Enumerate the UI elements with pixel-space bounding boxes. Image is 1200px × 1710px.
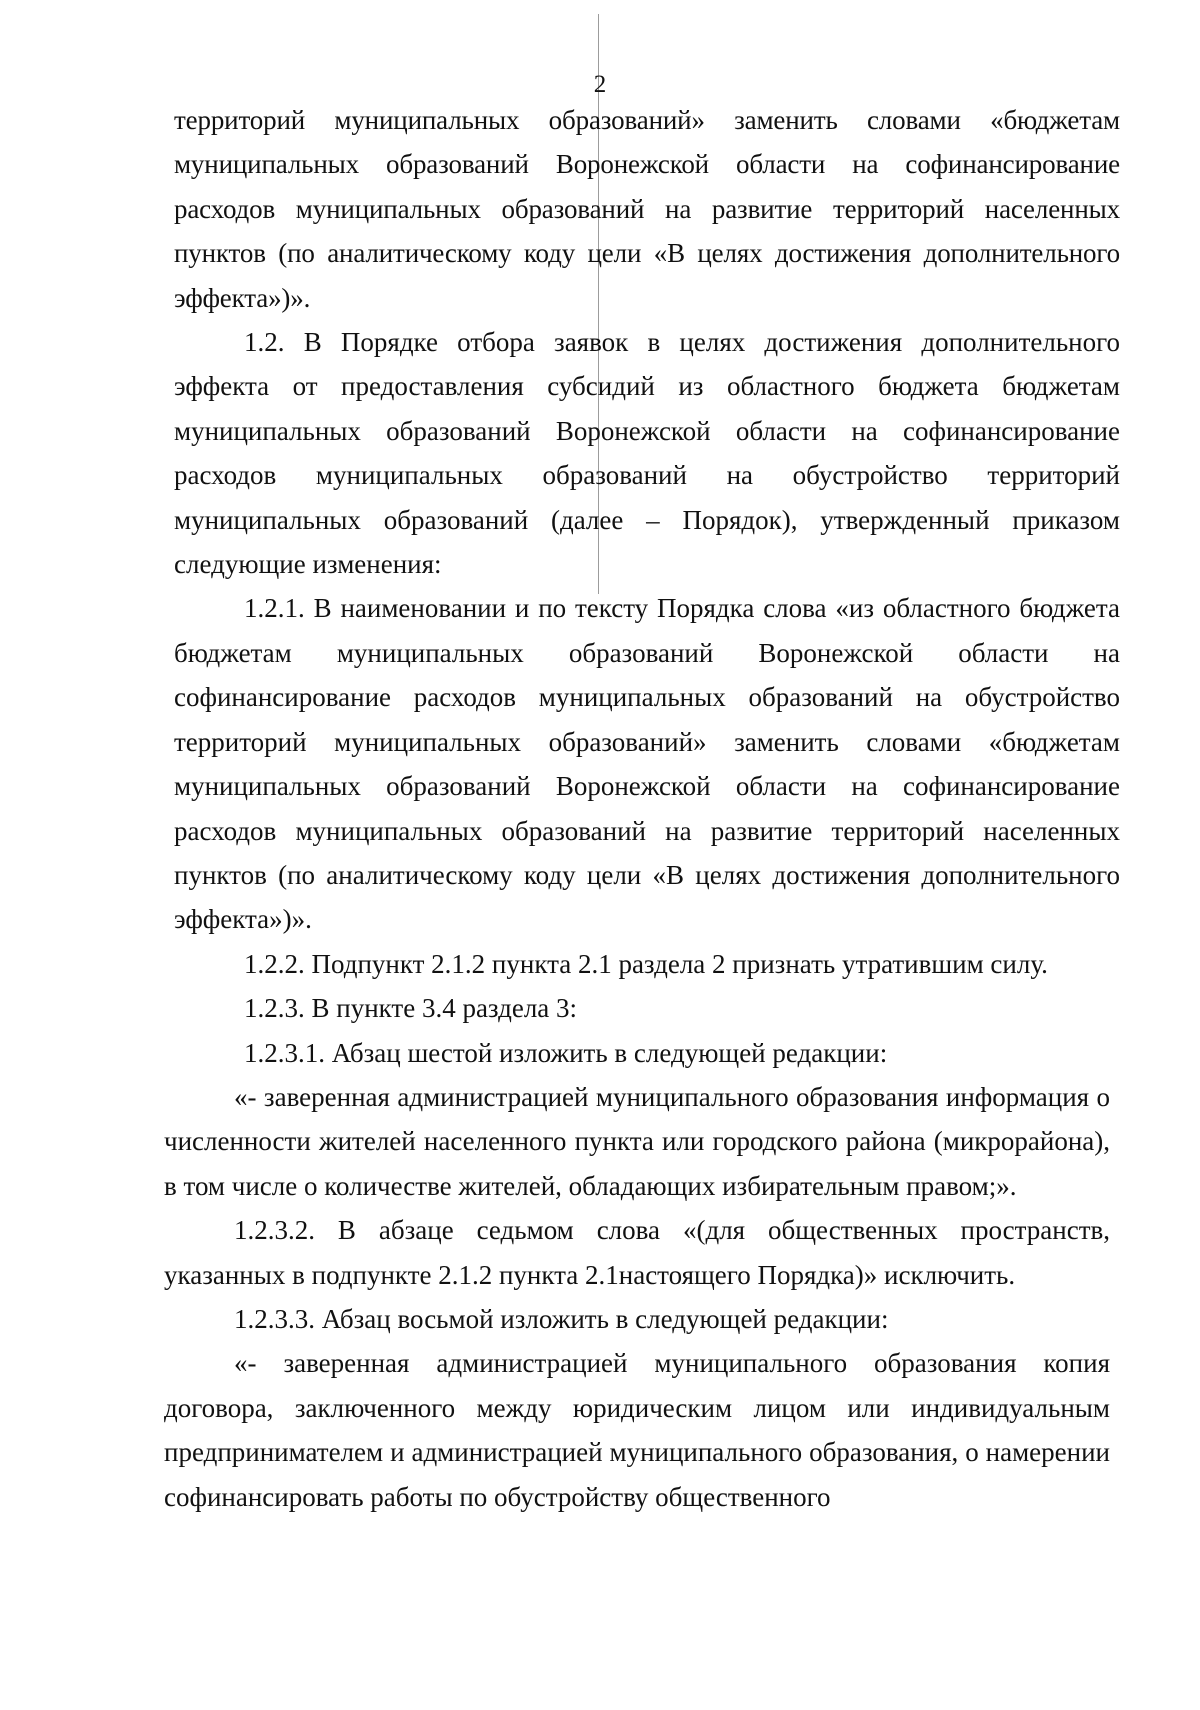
paragraph-quote-contract: «- заверенная администрацией муниципального образования копия договора, заключенного между юридическим лицом или индивидуальным предпринимателем и администрацией муниципального образования, о намерении софинансировать работы по обустройству общественного bbox=[164, 1348, 1110, 1512]
paragraph-1-2-3-2: 1.2.3.2. В абзаце седьмом слова «(для общественных пространств, указанных в подпункте 2.1.2 пункта 2.1настоящего Порядка)» исключить. bbox=[164, 1215, 1110, 1290]
page-number: 2 bbox=[593, 71, 607, 98]
paragraph-1-2-3: 1.2.3. В пункте 3.4 раздела 3: bbox=[244, 993, 578, 1024]
paragraph-1-2-2: 1.2.2. Подпункт 2.1.2 пункта 2.1 раздела 2 признать утратившим силу. bbox=[244, 948, 1048, 979]
paragraph-1-2-3-3: 1.2.3.3. Абзац восьмой изложить в следующей редакции: bbox=[234, 1303, 889, 1334]
document-body bbox=[164, 98, 1120, 1519]
paragraph-continuation: территорий муниципальных образований» заменить словами «бюджетам муниципальных образований Воронежской области на софинансирование расходов муниципальных образований на развитие территорий населенных пунктов (по аналитическому коду цели «В целях достижения дополнительного эффекта»)». bbox=[174, 105, 1120, 313]
paragraph-1-2-3-1: 1.2.3.1. Абзац шестой изложить в следующей редакции: bbox=[244, 1037, 888, 1068]
paragraph-1-2: 1.2. В Порядке отбора заявок в целях достижения дополнительного эффекта от предоставления субсидий из областного бюджета бюджетам муниципальных образований Воронежской области на софинансирование расходов муниципальных образований на обустройство территорий муниципальных образований (далее – Порядок), утвержденный приказом следующие изменения: bbox=[174, 327, 1120, 580]
paragraph-quote-info: «- заверенная администрацией муниципального образования информация о численности жителей населенного пункта или городского района (микрорайона), в том числе о количестве жителей, обладающих избирательным правом;». bbox=[164, 1081, 1110, 1201]
paragraph-1-2-1: 1.2.1. В наименовании и по тексту Порядка слова «из областного бюджета бюджетам муниципальных образований Воронежской области на софинансирование расходов муниципальных образований на обустройство территорий муниципальных образований» заменить словами «бюджетам муниципальных образований Воронежской области на софинансирование расходов муниципальных образований на развитие территорий населенных пунктов (по аналитическому коду цели «В целях достижения дополнительного эффекта»)». bbox=[174, 593, 1120, 935]
